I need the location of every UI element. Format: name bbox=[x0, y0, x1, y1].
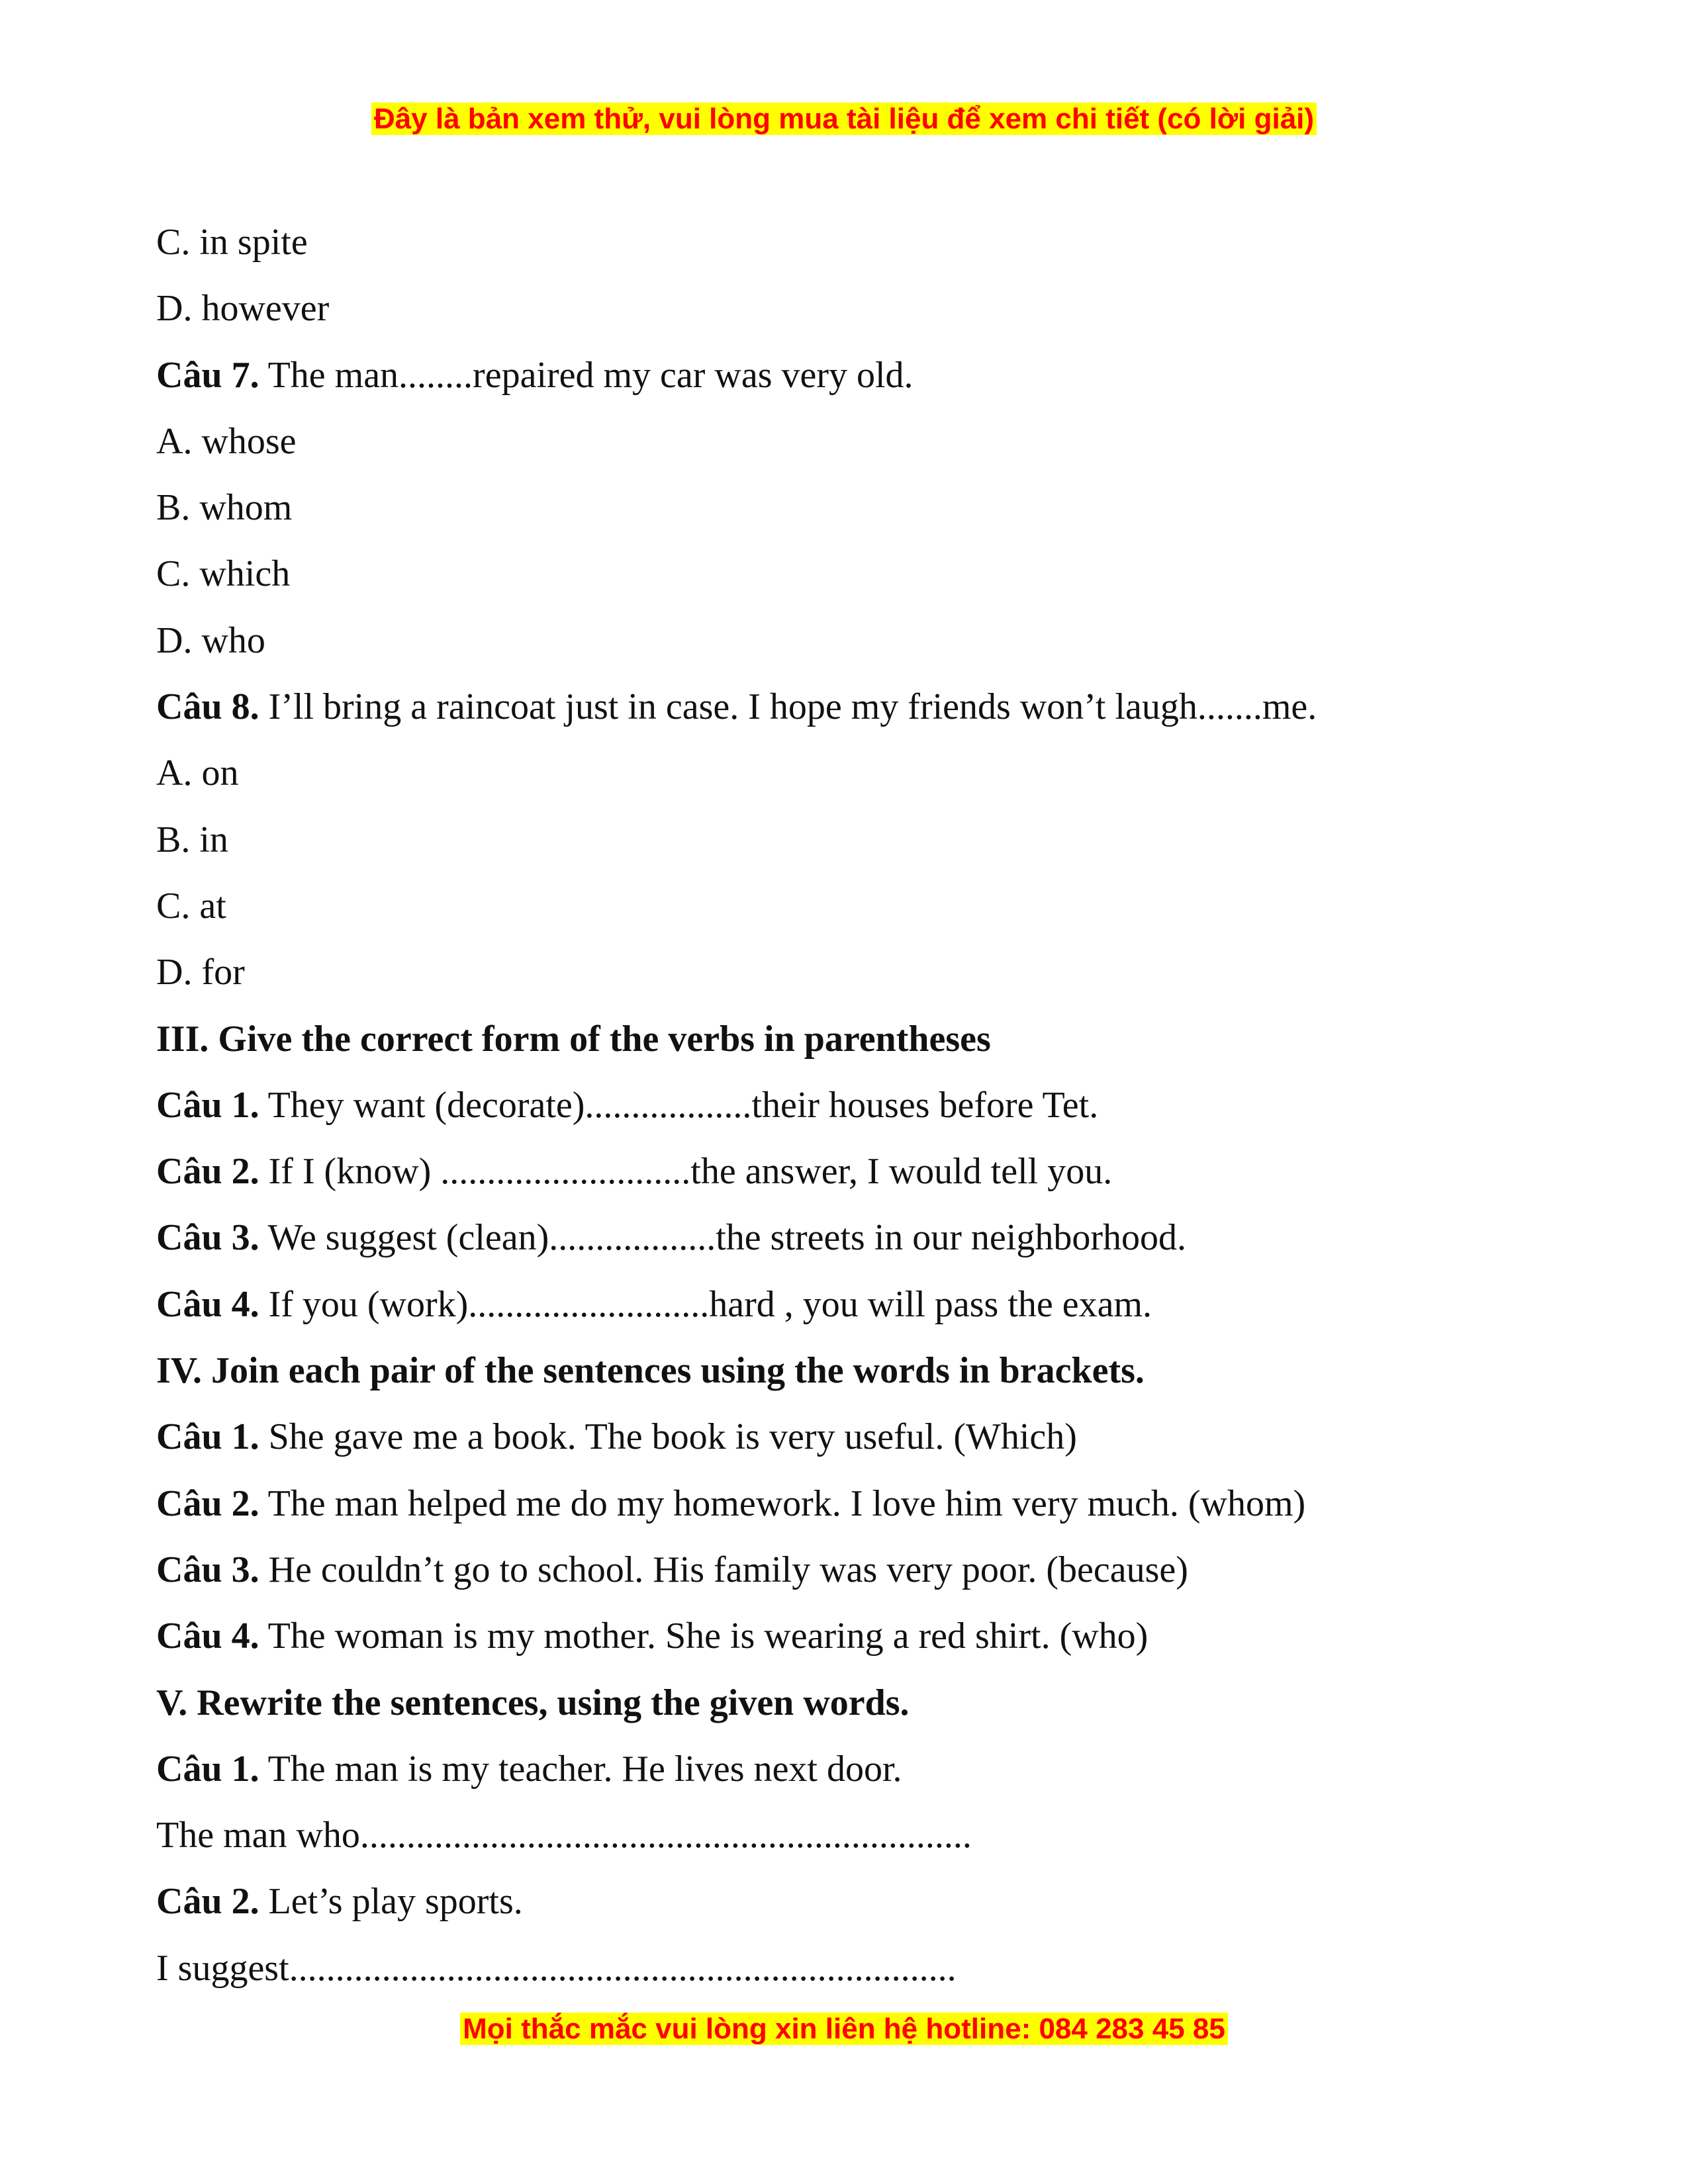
question-text: They want (decorate)..................their houses before Tet. bbox=[259, 1084, 1099, 1126]
question-number: Câu 4. bbox=[156, 1615, 259, 1657]
question-text: We suggest (clean)..................the streets in our neighborhood. bbox=[259, 1217, 1186, 1259]
question-number: Câu 2. bbox=[156, 1482, 259, 1524]
answer-line: The man who.................................................................. bbox=[156, 1815, 972, 1856]
question-text: Let’s play sports. bbox=[259, 1881, 523, 1923]
question-text: The man is my teacher. He lives next door. bbox=[259, 1748, 902, 1790]
question-line bbox=[156, 1471, 1533, 1537]
question-number: Câu 1. bbox=[156, 1748, 259, 1790]
question-line bbox=[156, 1271, 1533, 1338]
hotline-notice-text: Mọi thắc mắc vui lòng xin liên hệ hotline: 084 283 45 85 bbox=[460, 2013, 1228, 2045]
question-text: The woman is my mother. She is wearing a red shirt. (who) bbox=[259, 1615, 1149, 1657]
question-text: The man........repaired my car was very old. bbox=[259, 354, 914, 396]
option-line: D. who bbox=[156, 619, 265, 661]
question-number: Câu 2. bbox=[156, 1151, 259, 1193]
question-text: The man helped me do my homework. I love him very much. (whom) bbox=[259, 1482, 1306, 1524]
question-number: Câu 2. bbox=[156, 1881, 259, 1923]
question-line bbox=[156, 1205, 1533, 1271]
document-body bbox=[156, 209, 1533, 2001]
question-number: Câu 4. bbox=[156, 1283, 259, 1325]
question-number: Câu 7. bbox=[156, 354, 259, 396]
answer-line: I suggest........................................................................ bbox=[156, 1947, 957, 1989]
question-line bbox=[156, 1537, 1533, 1603]
question-text: I’ll bring a raincoat just in case. I hope my friends won’t laugh.......me. bbox=[259, 686, 1317, 728]
question-text: If I (know) ...........................the answer, I would tell you. bbox=[259, 1151, 1113, 1193]
question-number: Câu 1. bbox=[156, 1084, 259, 1126]
question-line bbox=[156, 1138, 1533, 1205]
preview-notice-text: Đây là bản xem thử, vui lòng mua tài liệu để xem chi tiết (có lời giải) bbox=[371, 103, 1317, 135]
question-line bbox=[156, 342, 1533, 408]
preview-notice-banner bbox=[0, 99, 1688, 139]
option-line: D. for bbox=[156, 952, 245, 993]
option-line: D. however bbox=[156, 288, 330, 330]
option-line: C. which bbox=[156, 553, 291, 595]
question-number: Câu 8. bbox=[156, 686, 259, 728]
question-number: Câu 3. bbox=[156, 1217, 259, 1259]
option-line: A. on bbox=[156, 752, 239, 794]
question-line bbox=[156, 1603, 1533, 1669]
hotline-notice-banner bbox=[0, 2009, 1688, 2049]
question-line bbox=[156, 1736, 1533, 1802]
option-line: C. in spite bbox=[156, 222, 308, 263]
section-heading: IV. Join each pair of the sentences using the words in brackets. bbox=[156, 1350, 1145, 1392]
question-line bbox=[156, 1404, 1533, 1470]
question-text: She gave me a book. The book is very useful. (Which) bbox=[259, 1416, 1077, 1458]
option-line: B. in bbox=[156, 819, 228, 860]
question-number: Câu 3. bbox=[156, 1549, 259, 1590]
section-heading: V. Rewrite the sentences, using the given words. bbox=[156, 1682, 910, 1723]
option-line: A. whose bbox=[156, 420, 297, 462]
option-line: C. at bbox=[156, 885, 226, 927]
question-text: If you (work)..........................hard , you will pass the exam. bbox=[259, 1283, 1152, 1325]
question-line bbox=[156, 1072, 1533, 1138]
section-heading: III. Give the correct form of the verbs in parentheses bbox=[156, 1018, 991, 1060]
question-line bbox=[156, 674, 1533, 740]
question-text: He couldn’t go to school. His family was very poor. (because) bbox=[259, 1549, 1188, 1590]
question-line bbox=[156, 1868, 1533, 1934]
option-line: B. whom bbox=[156, 487, 293, 529]
question-number: Câu 1. bbox=[156, 1416, 259, 1458]
